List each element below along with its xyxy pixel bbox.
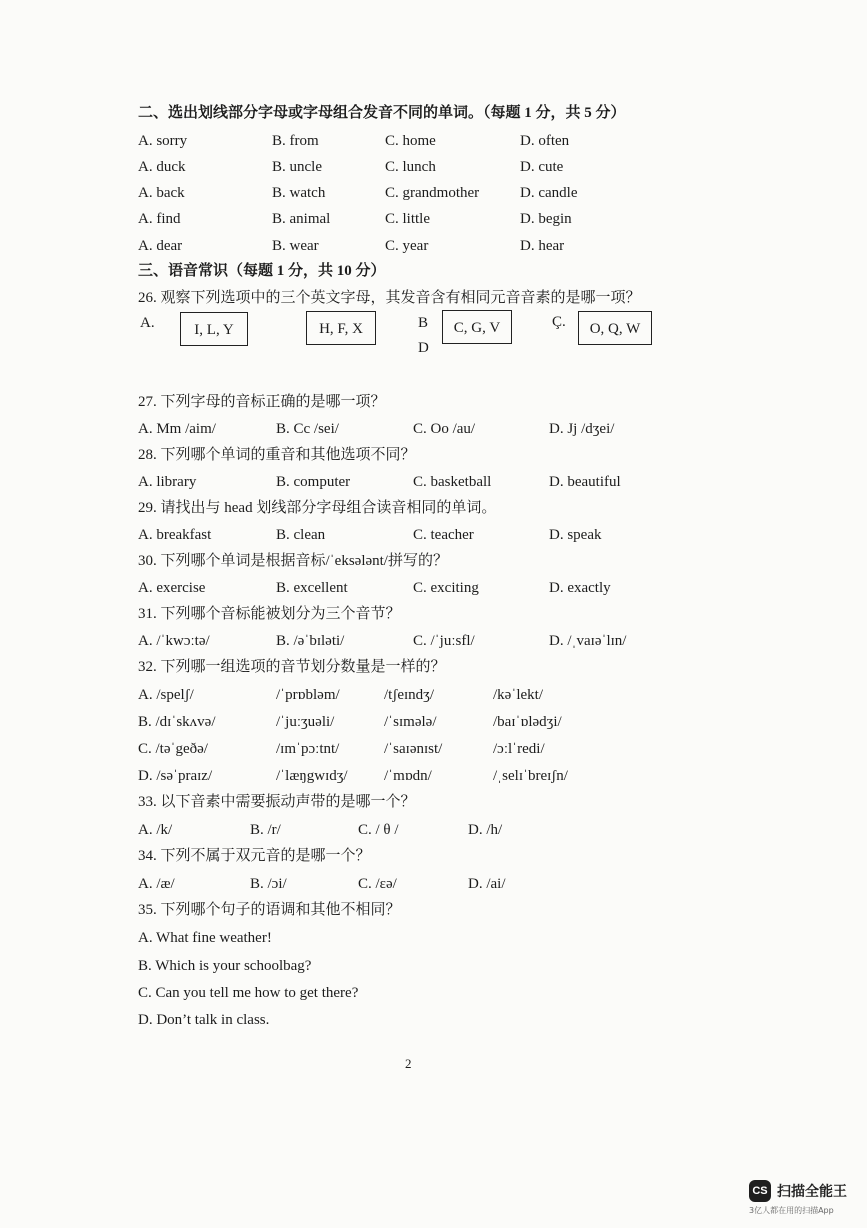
q29-stem: 29. 请找出与 head 划线部分字母组合读音相同的单词。 xyxy=(138,500,497,516)
section-2-title: 二、选出划线部分字母或字母组合发音不同的单词。（每题 1 分，共 5 分） xyxy=(138,105,626,121)
q32-a-1: A. /spelʃ/ xyxy=(138,687,194,703)
q29-c: C. teacher xyxy=(413,527,474,543)
q32-a-2: /ˈprɒbləm/ xyxy=(276,687,340,703)
watermark-subtitle: 3亿人都在用的扫描App xyxy=(749,1206,834,1215)
q28-b: B. computer xyxy=(276,474,351,490)
q23-d: D. candle xyxy=(520,185,578,201)
q23-a: A. back xyxy=(138,185,185,201)
q25-c: C. year xyxy=(385,238,429,254)
q25-a: A. dear xyxy=(138,238,183,254)
q24-b: B. animal xyxy=(272,211,331,227)
q22-b: B. uncle xyxy=(272,159,322,175)
q35-a: A. What fine weather! xyxy=(138,930,272,946)
q21-d: D. often xyxy=(520,133,570,149)
q29-a: A. breakfast xyxy=(138,527,212,543)
q35-stem: 35. 下列哪个句子的语调和其他不相同？ xyxy=(138,902,401,918)
q25-b: B. wear xyxy=(272,238,319,254)
q32-b-4: /baɪˈɒlədʒi/ xyxy=(493,714,562,730)
q26-c-box: C, G, V xyxy=(442,310,512,344)
q27-b: B. Cc /sei/ xyxy=(276,421,339,437)
q27-stem: 27. 下列字母的音标正确的是哪一项？ xyxy=(138,394,386,410)
q24-a: A. find xyxy=(138,211,181,227)
q32-d-3: /ˈmɒdn/ xyxy=(384,768,432,784)
q32-d-2: /ˈlæŋgwɪdʒ/ xyxy=(276,768,348,784)
q35-c: C. Can you tell me how to get there? xyxy=(138,985,359,1001)
q33-c: C. / θ / xyxy=(358,822,399,838)
q31-d: D. /ˌvaɪəˈlɪn/ xyxy=(549,633,627,649)
q31-a: A. /ˈkwɔːtə/ xyxy=(138,633,210,649)
q35-d: D. Don’t talk in class. xyxy=(138,1012,270,1028)
q24-d: D. begin xyxy=(520,211,572,227)
q28-stem: 28. 下列哪个单词的重音和其他选项不同？ xyxy=(138,447,416,463)
q32-c-1: C. /təˈgeðə/ xyxy=(138,741,208,757)
q30-c: C. exciting xyxy=(413,580,479,596)
q25-d: D. hear xyxy=(520,238,565,254)
q33-b: B. /r/ xyxy=(250,822,281,838)
q34-d: D. /ai/ xyxy=(468,876,506,892)
q32-b-3: /ˈsɪmələ/ xyxy=(384,714,437,730)
q32-a-3: /tʃeɪndʒ/ xyxy=(384,687,434,703)
q27-d: D. Jj /dʒei/ xyxy=(549,421,615,437)
q32-c-2: /ɪmˈpɔːtnt/ xyxy=(276,741,340,757)
q26-d-box: O, Q, W xyxy=(578,311,652,345)
q32-b-2: /ˈjuːʒuəli/ xyxy=(276,714,335,730)
q31-c: C. /ˈjuːsfl/ xyxy=(413,633,475,649)
q30-stem: 30. 下列哪个单词是根据音标/ˈeksələnt/拼写的？ xyxy=(138,553,448,569)
q32-c-3: /ˈsaɪənɪst/ xyxy=(384,741,443,757)
q30-b: B. excellent xyxy=(276,580,348,596)
q28-a: A. library xyxy=(138,474,197,490)
q34-a: A. /æ/ xyxy=(138,876,175,892)
q34-b: B. /ɔi/ xyxy=(250,876,287,892)
q26-d-label: Ç. xyxy=(552,314,566,330)
q29-d: D. speak xyxy=(549,527,602,543)
q21-b: B. from xyxy=(272,133,319,149)
q26-b-box: H, F, X xyxy=(306,311,376,345)
q29-b: B. clean xyxy=(276,527,326,543)
q33-d: D. /h/ xyxy=(468,822,503,838)
q32-c-4: /ɔːlˈredi/ xyxy=(493,741,545,757)
q32-b-1: B. /dɪˈskʌvə/ xyxy=(138,714,216,730)
q35-b: B. Which is your schoolbag? xyxy=(138,958,312,974)
q26-a-label: A. xyxy=(140,315,155,331)
q21-c: C. home xyxy=(385,133,436,149)
q30-d: D. exactly xyxy=(549,580,611,596)
q26-c-label-top: B xyxy=(418,315,429,331)
q23-c: C. grandmother xyxy=(385,185,480,201)
q34-c: C. /ɛə/ xyxy=(358,876,397,892)
q26-c-label-bottom: D xyxy=(418,340,429,356)
q27-c: C. Oo /au/ xyxy=(413,421,476,437)
q32-d-4: /ˌselɪˈbreɪʃn/ xyxy=(493,768,568,784)
q34-stem: 34. 下列不属于双元音的是哪一个？ xyxy=(138,848,371,864)
q32-a-4: /kəˈlekt/ xyxy=(493,687,543,703)
q32-d-1: D. /səˈpraɪz/ xyxy=(138,768,213,784)
q22-a: A. duck xyxy=(138,159,186,175)
q27-a: A. Mm /aim/ xyxy=(138,421,216,437)
q32-stem: 32. 下列哪一组选项的音节划分数量是一样的？ xyxy=(138,659,446,675)
page-number: 2 xyxy=(405,1056,412,1071)
camscanner-logo-icon: CS xyxy=(749,1180,771,1202)
q23-b: B. watch xyxy=(272,185,326,201)
q28-c: C. basketball xyxy=(413,474,492,490)
q21-a: A. sorry xyxy=(138,133,188,149)
q31-stem: 31. 下列哪个音标能被划分为三个音节？ xyxy=(138,606,401,622)
section-3-title: 三、语音常识（每题 1 分，共 10 分） xyxy=(138,263,386,279)
q24-c: C. little xyxy=(385,211,430,227)
q30-a: A. exercise xyxy=(138,580,206,596)
q33-a: A. /k/ xyxy=(138,822,173,838)
q22-c: C. lunch xyxy=(385,159,436,175)
watermark-name: 扫描全能王 xyxy=(777,1184,847,1200)
q31-b: B. /əˈbɪləti/ xyxy=(276,633,345,649)
q26-a-box: I, L, Y xyxy=(180,312,248,346)
q26-stem: 26. 观察下列选项中的三个英文字母，其发音含有相同元音音素的是哪一项？ xyxy=(138,290,641,306)
q33-stem: 33. 以下音素中需要振动声带的是哪一个？ xyxy=(138,794,416,810)
q28-d: D. beautiful xyxy=(549,474,621,490)
q22-d: D. cute xyxy=(520,159,564,175)
